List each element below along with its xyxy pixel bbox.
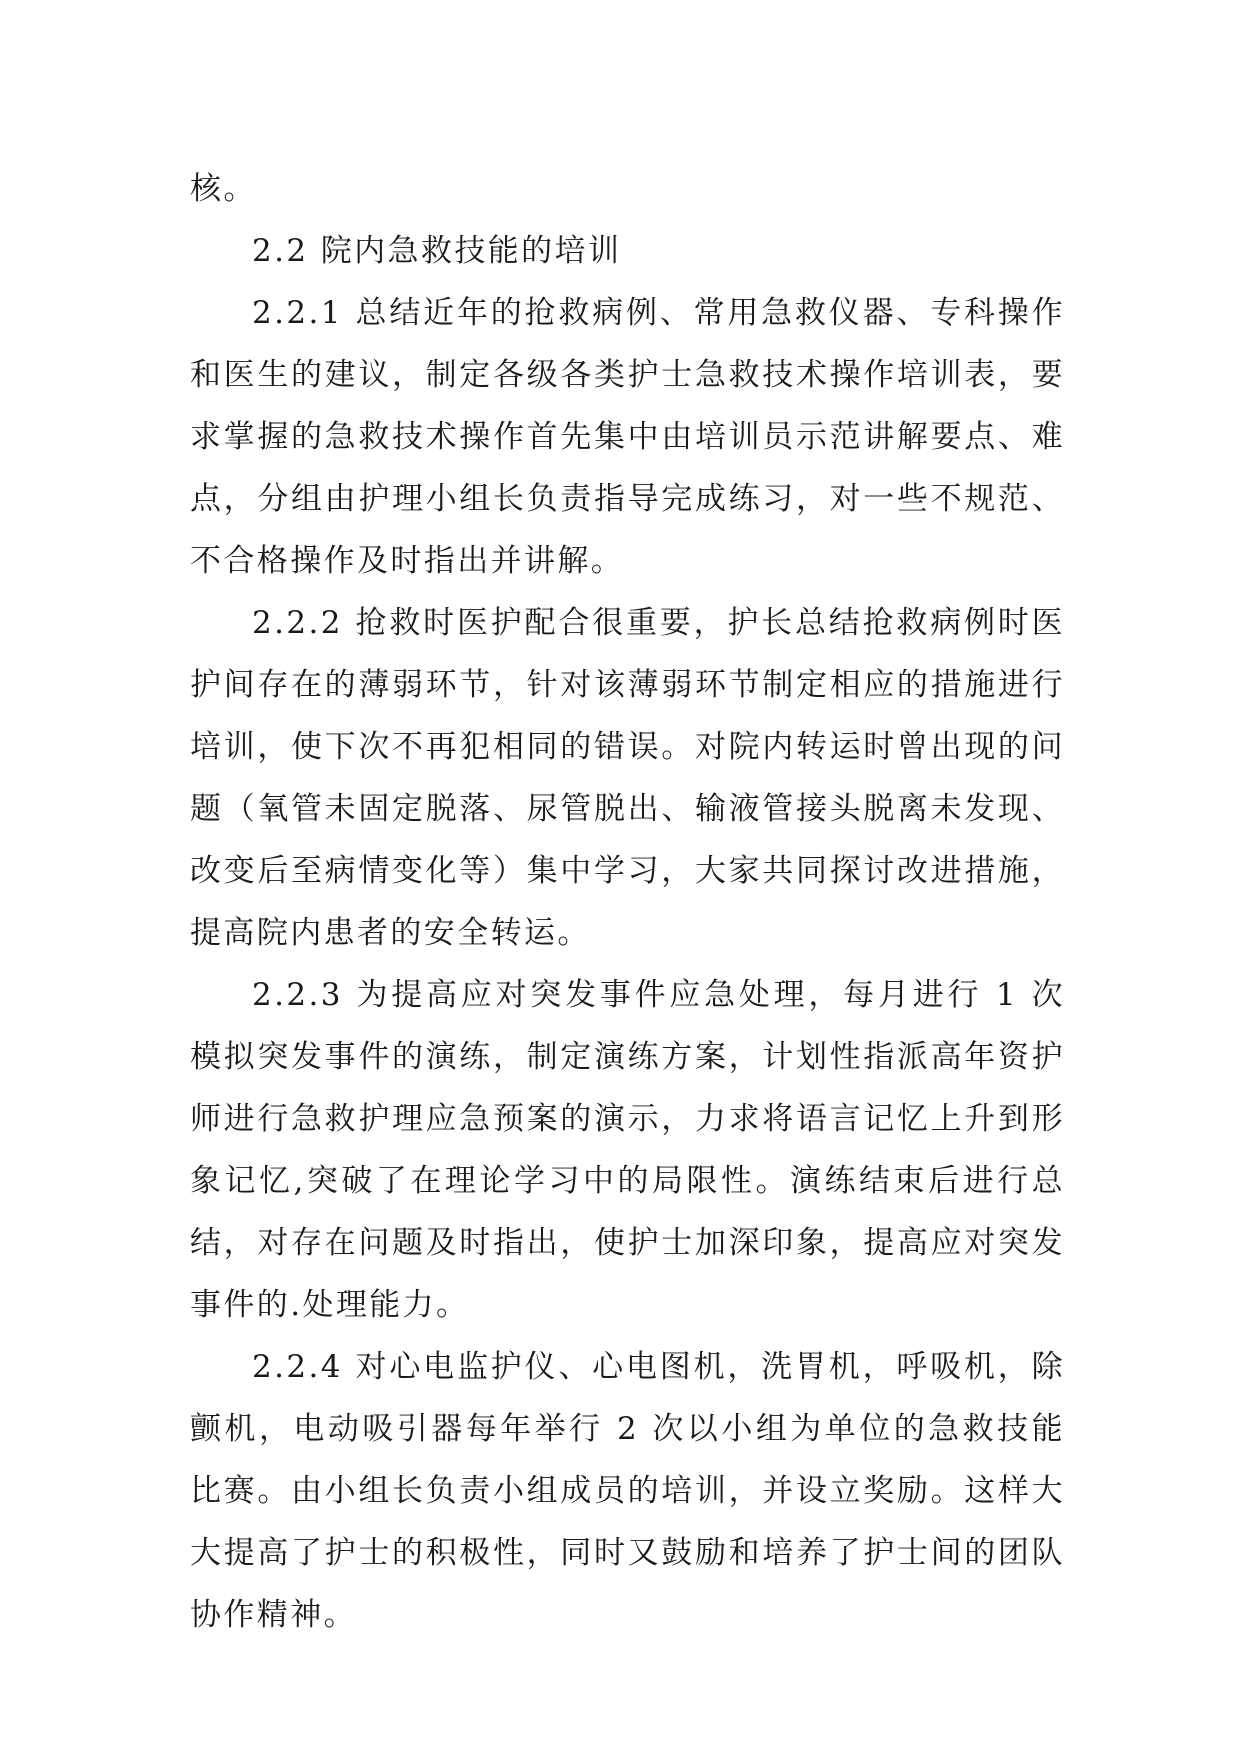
paragraph-2-2-4: 2.2.4 对心电监护仪、心电图机，洗胃机，呼吸机，除颤机，电动吸引器每年举行 2 次以小组为单位的急救技能比赛。由小组长负责小组成员的培训，并设立奖励。这样大大提高了护士的积极性，同时又鼓励和培养了护士间的团队协作精神。 bbox=[190, 1349, 1065, 1633]
paragraph-2-2-1: 2.2.1 总结近年的抢救病例、常用急救仪器、专科操作和医生的建议，制定各级各类护士急救技术操作培训表，要求掌握的急救技术操作首先集中由培训员示范讲解要点、难点，分组由护理小组长负责指导完成练习，对一些不规范、不合格操作及时指出并讲解。 bbox=[190, 295, 1065, 579]
document-body bbox=[190, 158, 1065, 1646]
paragraph-2-2-3: 2.2.3 为提高应对突发事件应急处理，每月进行 1 次模拟突发事件的演练，制定演练方案，计划性指派高年资护师进行急救护理应急预案的演示，力求将语言记忆上升到形象记忆,突破了在理论学习中的局限性。演练结束后进行总结，对存在问题及时指出，使护士加深印象，提高应对突发事件的.处理能力。 bbox=[190, 977, 1065, 1323]
paragraph-continuation: 核。 bbox=[190, 171, 257, 207]
section-heading: 2.2 院内急救技能的培训 bbox=[252, 233, 622, 269]
paragraph-2-2-2: 2.2.2 抢救时医护配合很重要，护长总结抢救病例时医护间存在的薄弱环节，针对该薄弱环节制定相应的措施进行培训，使下次不再犯相同的错误。对院内转运时曾出现的问题（氧管未固定脱落、尿管脱出、输液管接头脱离未发现、改变后至病情变化等）集中学习，大家共同探讨改进措施，提高院内患者的安全转运。 bbox=[190, 605, 1065, 951]
